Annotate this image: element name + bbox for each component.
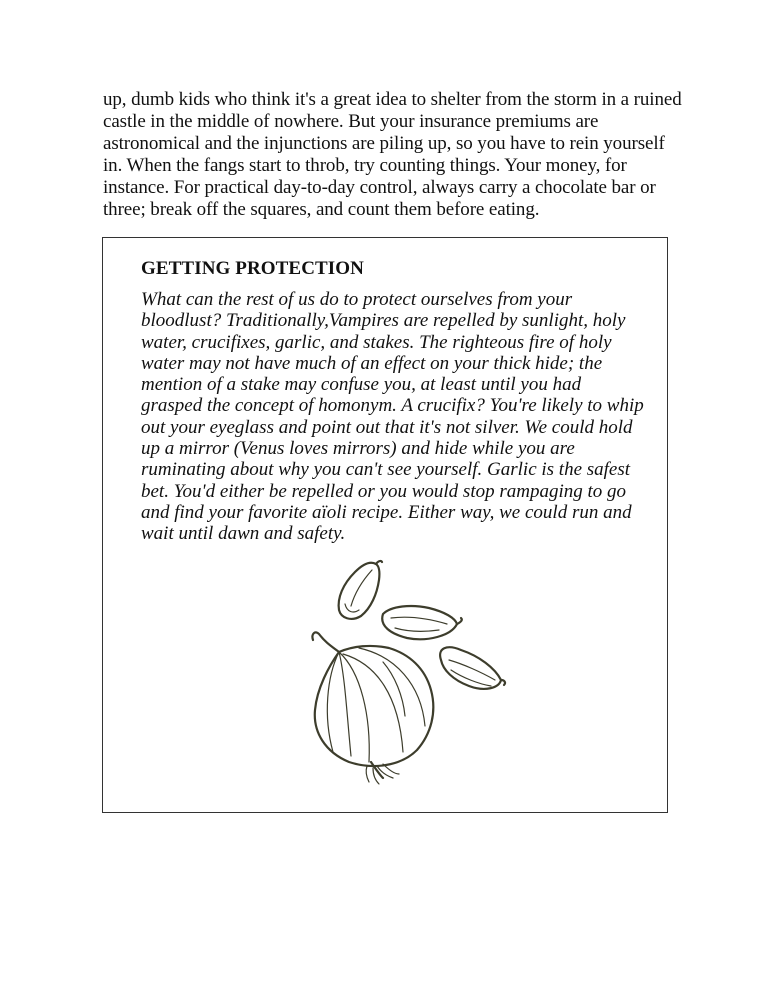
intro-line: up, dumb kids who think it's a great idea to shelter from the storm in a ruined — [103, 89, 682, 110]
sidebar-line: wait until dawn and safety. — [141, 523, 346, 545]
sidebar-line: out your eyeglass and point out that it's not silver. We could hold — [141, 416, 633, 438]
intro-line: castle in the middle of nowhere. But your insurance premiums are — [103, 111, 599, 132]
sidebar-line: and find your favorite aïoli recipe. Either way, we could run and — [141, 501, 632, 523]
sidebar-line: mention of a stake may confuse you, at least until you had — [141, 374, 582, 396]
intro-line: instance. For practical day-to-day control, always carry a chocolate bar or — [103, 177, 656, 198]
intro-paragraph — [103, 89, 682, 221]
garlic-clove-right-icon — [440, 647, 505, 689]
garlic-clove-top-icon — [339, 561, 382, 619]
sidebar-line: ruminating about why you can't see yourself. Garlic is the safest — [141, 459, 631, 481]
garlic-bulb-icon — [312, 632, 433, 784]
sidebar-body — [141, 289, 651, 545]
garlic-clove-middle-icon — [382, 606, 462, 639]
intro-line: in. When the fangs start to throb, try counting things. Your money, for — [103, 155, 627, 176]
sidebar-box — [102, 237, 668, 813]
sidebar-line: up a mirror (Venus loves mirrors) and hide while you are — [141, 438, 575, 460]
garlic-illustration-icon — [299, 556, 509, 786]
sidebar-line: grasped the concept of homonym. A crucifix? You're likely to whip — [141, 395, 644, 417]
sidebar-line: water may not have much of an effect on your thick hide; the — [141, 352, 603, 374]
sidebar-line: water, crucifixes, garlic, and stakes. The righteous fire of holy — [141, 331, 612, 353]
sidebar-line: bloodlust? Traditionally,Vampires are repelled by sunlight, holy — [141, 310, 626, 332]
sidebar-title: GETTING PROTECTION — [141, 258, 364, 279]
intro-line: astronomical and the injunctions are piling up, so you have to rein yourself — [103, 133, 665, 154]
sidebar-line: What can the rest of us do to protect ourselves from your — [141, 289, 573, 310]
intro-line: three; break off the squares, and count them before eating. — [103, 199, 540, 220]
sidebar-line: bet. You'd either be repelled or you would stop rampaging to go — [141, 480, 627, 502]
